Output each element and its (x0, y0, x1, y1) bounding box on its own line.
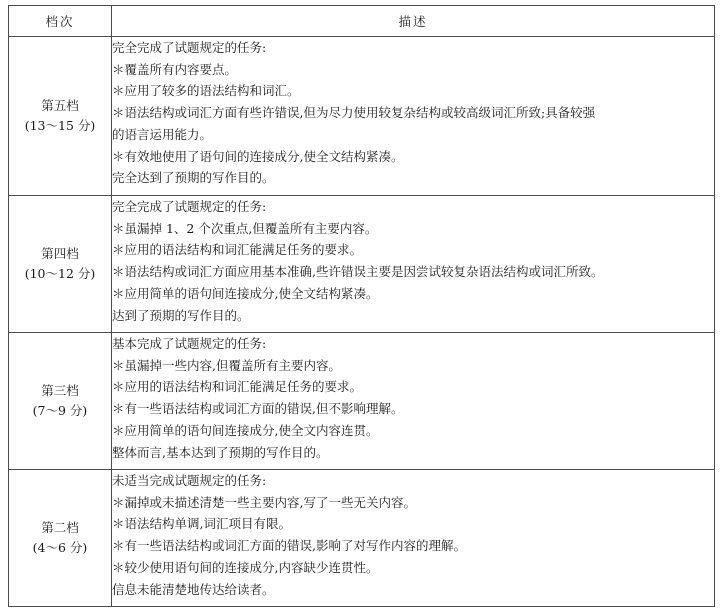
description-line: 达到了预期的写作目的。 (112, 307, 250, 323)
description-line: ＊覆盖所有内容要点。 (112, 61, 238, 77)
description-line: ＊应用的语法结构和词汇能满足任务的要求。 (112, 242, 363, 258)
header-row (9, 6, 715, 37)
level-range: (13～15 分) (24, 118, 96, 133)
description-line: 完全完成了试题规定的任务: (112, 40, 267, 55)
description-line: ＊语法结构或词汇方面应用基本准确,些许错误主要是因尝试较复杂语法结构或词汇所致。 (112, 264, 604, 280)
description-line: 信息未能清楚地传达给读者。 (112, 581, 275, 597)
description-line: 完全达到了预期的写作目的。 (112, 170, 275, 186)
header-description: 描述 (112, 6, 715, 37)
table-row (9, 333, 715, 470)
description-line: ＊应用的语法结构和词汇能满足任务的要求。 (112, 379, 363, 395)
level-cell (9, 333, 112, 470)
description-line: ＊有一些语法结构或词汇方面的错误,影响了对写作内容的理解。 (112, 538, 466, 554)
table-row (9, 196, 715, 333)
level-range: (4～6 分) (32, 540, 88, 555)
table-row (9, 37, 715, 196)
level-cell (9, 196, 112, 333)
description-cell (112, 196, 715, 333)
description-cell (112, 37, 715, 196)
level-name: 第三档 (41, 383, 79, 398)
description-line: ＊漏掉或未描述清楚一些主要内容,写了一些无关内容。 (112, 494, 416, 510)
level-name: 第二档 (41, 520, 79, 535)
level-cell (9, 470, 112, 607)
description-line: ＊虽漏掉一些内容,但覆盖所有主要内容。 (112, 357, 341, 373)
description-line: 整体而言,基本达到了预期的写作目的。 (112, 444, 329, 460)
description-line: 基本完成了试题规定的任务: (112, 336, 267, 351)
header-level: 档次 (9, 6, 112, 37)
level-name: 第五档 (41, 98, 79, 113)
description-line: ＊较少使用语句间的连接成分,内容缺少连贯性。 (112, 559, 379, 575)
description-line: ＊语法结构单调,词汇项目有限。 (112, 516, 291, 532)
description-line: ＊有效地使用了语句间的连接成分,使全文结构紧凑。 (112, 148, 404, 164)
description-line: 完全完成了试题规定的任务: (112, 199, 267, 214)
description-cell (112, 333, 715, 470)
description-line: ＊有一些语法结构或词汇方面的错误,但不影响理解。 (112, 401, 404, 417)
description-line: ＊应用简单的语句间连接成分,使全文结构紧凑。 (112, 285, 379, 301)
description-line: 的语言运用能力。 (112, 126, 213, 142)
level-range: (7～9 分) (32, 403, 88, 418)
table-row (9, 470, 715, 607)
description-cell (112, 470, 715, 607)
level-range: (10～12 分) (24, 266, 96, 281)
description-line: ＊虽漏掉 1、2 个次重点,但覆盖所有主要内容。 (112, 220, 378, 236)
description-line: ＊应用了较多的语法结构和词汇。 (112, 83, 300, 99)
description-line: ＊应用简单的语句间连接成分,使全文内容连贯。 (112, 422, 379, 438)
level-name: 第四档 (41, 246, 79, 261)
grading-table (8, 5, 715, 607)
description-line: 未适当完成试题规定的任务: (112, 473, 267, 488)
description-line: ＊语法结构或词汇方面有些许错误,但为尽力使用较复杂结构或较高级词汇所致;具备较强 (112, 105, 596, 121)
level-cell (9, 37, 112, 196)
